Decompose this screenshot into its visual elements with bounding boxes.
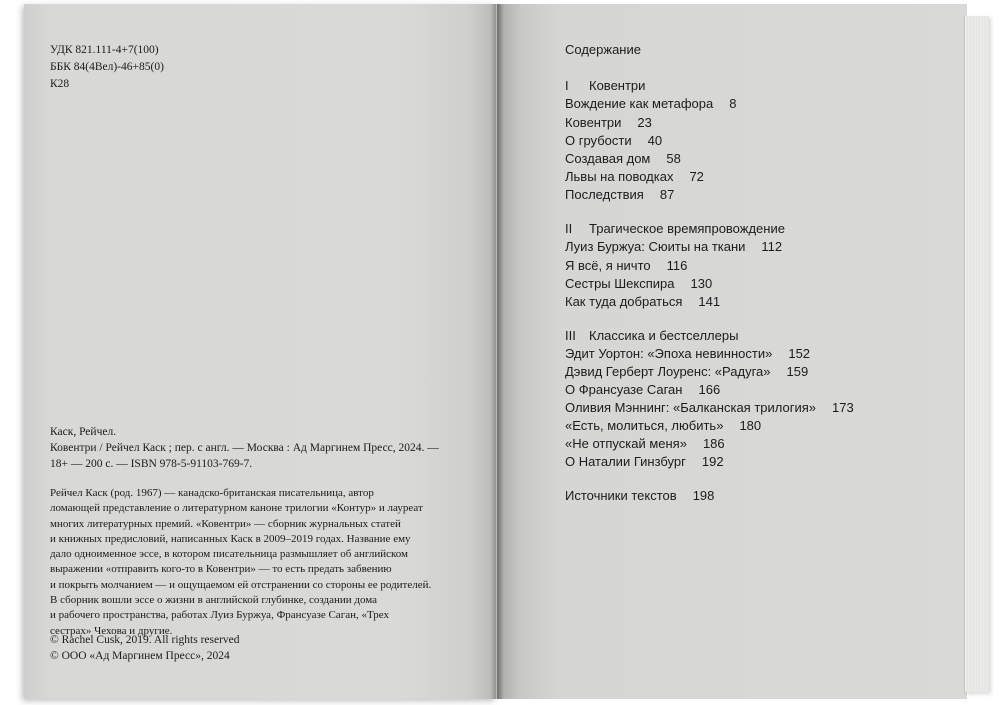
annotation-line: и книжных предисловий, написанных Каск в 2009–2019 годах. Название ему [50,532,411,545]
entry-page: 198 [692,488,715,503]
entry-page: 8 [729,96,737,111]
toc-entry [565,169,704,184]
entry-title: Оливия Мэннинг: «Балканская трилогия» [565,400,816,415]
annotation-line: В сборник вошли эссе о жизни в английской глубинке, создании дома [50,594,378,607]
entry-title: О Наталии Гинзбург [565,454,686,469]
toc-entry [565,364,808,379]
toc-entry [565,454,724,469]
toc-entry [565,418,761,433]
toc-entry [565,346,810,361]
section-heading [565,328,738,343]
section-name: Ковентри [589,78,646,93]
entry-title: Вождение как метафора [565,96,714,111]
entry-page: 23 [637,115,652,130]
entry-page: 159 [786,364,809,379]
toc-entry [565,187,674,202]
entry-page: 186 [702,436,725,451]
annotation-line: и рабочего пространства, работах Луиз Буржуа, Франсуазе Саган, «Трех [50,609,390,622]
annotation-line: выражении «отправить кого-то в Ковентри» — то есть предать забвению [50,563,392,576]
bibliographic-record [50,424,439,472]
annotation [50,486,431,639]
entry-page: 180 [739,418,762,433]
entry-page: 72 [689,169,704,184]
toc-entry [565,382,720,397]
entry-page: 58 [666,151,681,166]
entry-page: 130 [690,276,713,291]
entry-page: 166 [698,382,721,397]
entry-page: 152 [788,346,811,361]
author-heading: Каск, Рейчел. [50,426,117,438]
entry-title: Дэвид Герберт Лоуренс: «Радуга» [565,364,771,379]
entry-title: Сестры Шекспира [565,276,675,291]
entry-title: Создавая дом [565,151,651,166]
entry-page: 173 [832,400,854,415]
annotation-line: дало одноименное эссе, в котором писательница размышляет об английском [50,548,409,561]
entry-title: Как туда добраться [565,294,683,309]
section-heading [565,78,645,93]
toc-entry [565,115,652,130]
toc-entry [565,239,782,254]
toc-entry [565,96,736,111]
page-edges [964,16,989,692]
section-name: Трагическое времяпровождение [589,221,785,236]
entry-page: 192 [701,454,724,469]
book-spine [490,4,504,699]
bibliographic-line: 18+ — 200 с. — ISBN 978-5-91103-769-7. [50,458,253,470]
entry-title: Львы на поводках [565,169,674,184]
udk-code: УДК 821.111-4+7(100) [50,44,159,56]
toc-entry [565,133,662,148]
entry-page: 116 [666,258,688,273]
annotation-line: многих литературных премий. «Ковентри» — сборник журнальных статей [50,517,401,530]
toc-entry [565,258,687,273]
section-numeral: III [565,328,576,343]
toc-entry [565,276,712,291]
entry-title: О грубости [565,133,632,148]
toc-entry [565,436,725,451]
toc-entry-sources [565,488,714,503]
entry-title: Последствия [565,187,644,202]
imprint-codes [50,42,164,93]
annotation-line: сестрах» Чехова и другие. [50,624,173,637]
section-numeral: I [565,78,569,93]
section-name: Классика и бестселлеры [589,328,739,343]
entry-page: 112 [761,239,783,254]
entry-title: Я всё, я ничто [565,258,651,273]
entry-page: 87 [659,187,675,202]
copyright-line: © ООО «Ад Маргинем Пресс», 2024 [50,650,230,662]
entry-title: «Есть, молиться, любить» [565,418,724,433]
toc-entry [565,400,854,415]
copyright-notice [50,632,240,664]
bbk-code: ББК 84(4Вел)-46+85(0) [50,61,164,73]
entry-title: О Франсуазе Саган [565,382,683,397]
author-mark: К28 [50,78,70,90]
entry-title: Луиз Буржуа: Сюиты на ткани [565,239,746,254]
entry-page: 141 [698,294,721,309]
entry-title: Источники текстов [565,488,677,503]
bibliographic-line: Ковентри / Рейчел Каск ; пер. с англ. — Москва : Ад Маргинем Пресс, 2024. — [50,442,439,454]
toc-entry [565,151,681,166]
entry-title: Ковентри [565,115,622,130]
entry-title: Эдит Уортон: «Эпоха невинности» [565,346,773,361]
entry-title: «Не отпускай меня» [565,436,687,451]
section-numeral: II [565,221,573,236]
annotation-line: Рейчел Каск (род. 1967) — канадско-британская писательница, автор [50,487,374,499]
toc-title: Содержание [565,42,641,57]
annotation-line: ломающей представление о литературном каноне трилогии «Контур» и лауреат [50,502,423,515]
section-heading [565,221,785,236]
toc-entry [565,294,720,309]
entry-page: 40 [647,133,663,148]
copyright-line: © Rachel Cusk, 2019. All rights reserved [50,634,240,646]
annotation-line: и покрыть молчанием — и ощущаемом ей отстранении со стороны ее родителей. [50,578,432,591]
